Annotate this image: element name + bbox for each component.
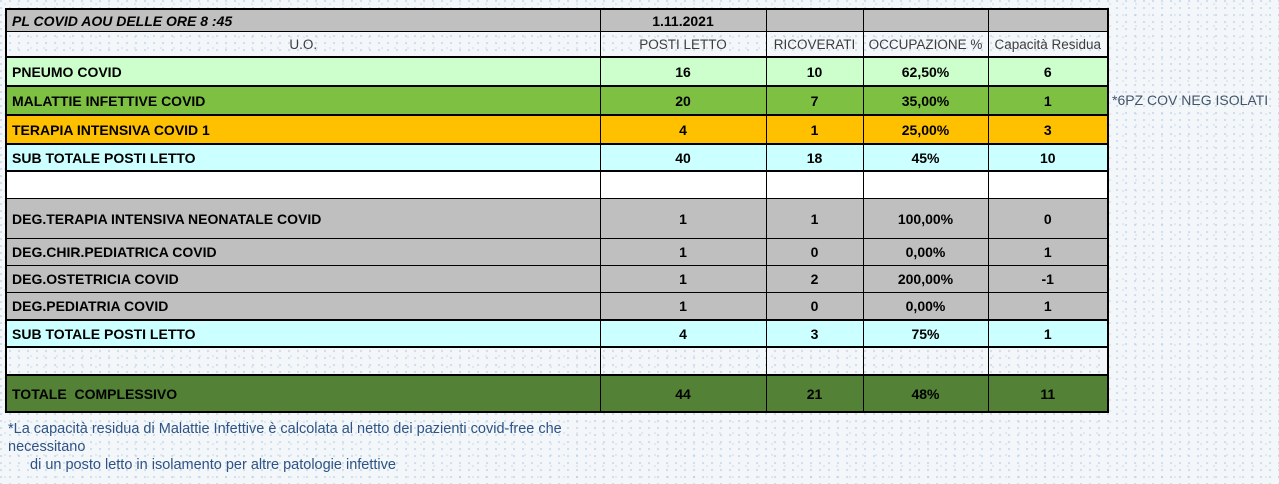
cell-occupazione[interactable]: 45%: [863, 144, 988, 171]
empty-header-cell[interactable]: [766, 9, 863, 32]
cell-occupazione[interactable]: 0,00%: [863, 293, 988, 321]
footnote-line-3: di un posto letto in isolamento per altre patologie infettive: [30, 457, 396, 473]
cell-posti-letto[interactable]: 1: [600, 239, 766, 266]
table-row-subtotale-1: [6, 144, 1108, 171]
col-header-capacita-residua[interactable]: Capacità Residua: [988, 32, 1108, 58]
side-note-cov-neg-isolati: *6PZ COV NEG ISOLATI: [1112, 92, 1269, 108]
empty-cell[interactable]: [6, 171, 600, 199]
cell-posti-letto[interactable]: 1: [600, 199, 766, 239]
cell-ricoverati[interactable]: 1: [766, 199, 863, 239]
cell-occupazione[interactable]: 100,00%: [863, 199, 988, 239]
cell-ricoverati[interactable]: 10: [766, 57, 863, 86]
cell-capacita-residua[interactable]: 11: [988, 375, 1108, 412]
table-row-malattie-infettive: [6, 86, 1108, 115]
cell-uo[interactable]: TERAPIA INTENSIVA COVID 1: [6, 115, 600, 144]
cell-capacita-residua[interactable]: 1: [988, 320, 1108, 347]
cell-ricoverati[interactable]: 7: [766, 86, 863, 115]
cell-capacita-residua[interactable]: 10: [988, 144, 1108, 171]
cell-uo[interactable]: SUB TOTALE POSTI LETTO: [6, 320, 600, 347]
cell-ricoverati[interactable]: 18: [766, 144, 863, 171]
cell-totale-label[interactable]: TOTALE COMPLESSIVO: [6, 375, 600, 412]
report-date[interactable]: 1.11.2021: [600, 9, 766, 32]
cell-uo[interactable]: PNEUMO COVID: [6, 57, 600, 86]
cell-ricoverati[interactable]: 0: [766, 239, 863, 266]
cell-capacita-residua[interactable]: 3: [988, 115, 1108, 144]
cell-capacita-residua[interactable]: 1: [988, 86, 1108, 115]
cell-posti-letto[interactable]: 4: [600, 320, 766, 347]
cell-capacita-residua[interactable]: -1: [988, 266, 1108, 293]
empty-cell[interactable]: [766, 347, 863, 375]
table-row-pneumo: [6, 57, 1108, 86]
empty-cell[interactable]: [863, 347, 988, 375]
empty-cell[interactable]: [863, 171, 988, 199]
sheet-title[interactable]: PL COVID AOU DELLE ORE 8 :45: [6, 9, 600, 32]
footnote-line-2: necessitano: [8, 439, 86, 455]
empty-cell[interactable]: [600, 171, 766, 199]
col-header-ricoverati[interactable]: RICOVERATI: [766, 32, 863, 58]
cell-occupazione[interactable]: 75%: [863, 320, 988, 347]
cell-occupazione[interactable]: 48%: [863, 375, 988, 412]
cell-uo[interactable]: DEG.CHIR.PEDIATRICA COVID: [6, 239, 600, 266]
cell-capacita-residua[interactable]: 6: [988, 57, 1108, 86]
empty-cell[interactable]: [988, 171, 1108, 199]
cell-ricoverati[interactable]: 0: [766, 293, 863, 321]
cell-capacita-residua[interactable]: 0: [988, 199, 1108, 239]
cell-posti-letto[interactable]: 1: [600, 266, 766, 293]
spacer-row: [6, 171, 1108, 199]
cell-posti-letto[interactable]: 4: [600, 115, 766, 144]
empty-header-cell[interactable]: [863, 9, 988, 32]
table-title-row: [6, 9, 1108, 32]
cell-posti-letto[interactable]: 1: [600, 293, 766, 321]
cell-uo[interactable]: DEG.PEDIATRIA COVID: [6, 293, 600, 321]
column-header-row: [6, 32, 1108, 58]
cell-uo[interactable]: SUB TOTALE POSTI LETTO: [6, 144, 600, 171]
cell-occupazione[interactable]: 200,00%: [863, 266, 988, 293]
empty-header-cell[interactable]: [988, 9, 1108, 32]
table-row-ostetricia: [6, 266, 1108, 293]
empty-cell[interactable]: [600, 347, 766, 375]
table-row-chir-pediatrica: [6, 239, 1108, 266]
table-row-tin-neonatale: [6, 199, 1108, 239]
cell-ricoverati[interactable]: 3: [766, 320, 863, 347]
cell-posti-letto[interactable]: 44: [600, 375, 766, 412]
empty-cell[interactable]: [766, 171, 863, 199]
cell-posti-letto[interactable]: 20: [600, 86, 766, 115]
cell-ricoverati[interactable]: 2: [766, 266, 863, 293]
cell-ricoverati[interactable]: 1: [766, 115, 863, 144]
spacer-row: [6, 347, 1108, 375]
cell-occupazione[interactable]: 62,50%: [863, 57, 988, 86]
col-header-posti-letto[interactable]: POSTI LETTO: [600, 32, 766, 58]
cell-posti-letto[interactable]: 40: [600, 144, 766, 171]
cell-uo[interactable]: DEG.OSTETRICIA COVID: [6, 266, 600, 293]
empty-cell[interactable]: [988, 347, 1108, 375]
cell-uo[interactable]: DEG.TERAPIA INTENSIVA NEONATALE COVID: [6, 199, 600, 239]
table-row-terapia-intensiva: [6, 115, 1108, 144]
table-row-pediatria: [6, 293, 1108, 321]
cell-posti-letto[interactable]: 16: [600, 57, 766, 86]
col-header-occupazione[interactable]: OCCUPAZIONE %: [863, 32, 988, 58]
cell-ricoverati[interactable]: 21: [766, 375, 863, 412]
cell-capacita-residua[interactable]: 1: [988, 293, 1108, 321]
cell-occupazione[interactable]: 25,00%: [863, 115, 988, 144]
cell-occupazione[interactable]: 0,00%: [863, 239, 988, 266]
empty-cell[interactable]: [6, 347, 600, 375]
table-row-totale-complessivo: [6, 375, 1108, 412]
footnote: [8, 420, 648, 474]
covid-bed-table: [5, 8, 1109, 413]
footnote-line-1: *La capacità residua di Malattie Infettive è calcolata al netto dei pazienti covid-free che: [8, 421, 562, 437]
cell-occupazione[interactable]: 35,00%: [863, 86, 988, 115]
col-header-uo[interactable]: U.O.: [6, 32, 600, 58]
cell-uo[interactable]: MALATTIE INFETTIVE COVID: [6, 86, 600, 115]
cell-capacita-residua[interactable]: 1: [988, 239, 1108, 266]
table-row-subtotale-2: [6, 320, 1108, 347]
